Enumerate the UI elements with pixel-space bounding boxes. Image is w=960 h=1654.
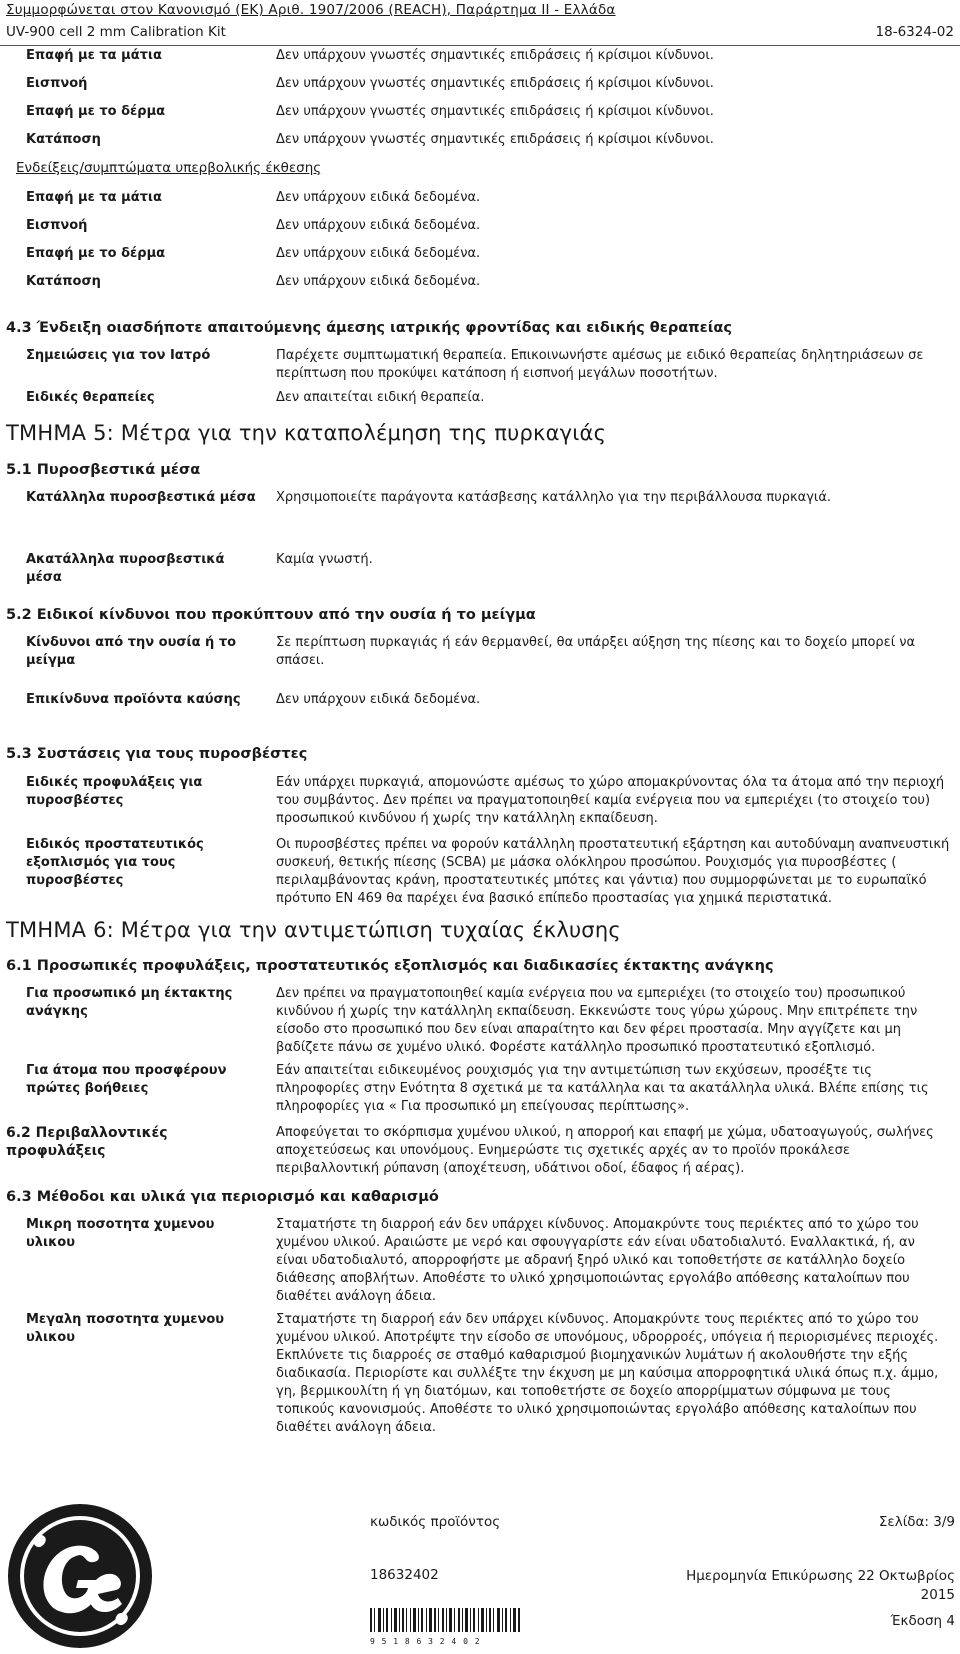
precautions-value: Εάν υπάρχει πυρκαγιά, απομονώστε αμέσως το χώρο απομακρύνοντας όλα τα άτομα από την περιοχή του συμβάντος. Δεν πρέπει να πραγματοποιηθεί καμία ενέργεια που να εμπεριέχει (το στοιχείο του) προσωπικού κινδύνου ή χωρίς την κατάλληλη εκπαίδευση. [276,775,945,826]
product-code: 18632402 [370,1567,439,1583]
section-5-2-heading: 5.2 Ειδικοί κίνδυνοι που προκύπτουν από την ουσία ή το μείγμα [6,607,536,623]
special-treatment-value: Δεν απαιτείται ειδική θεραπεία. [276,390,485,405]
section-6-1-heading: 6.1 Προσωπικές προφυλάξεις, προστατευτικός εξοπλισμός και διαδικασίες έκτακτης ανάγκης [6,958,774,974]
page-number: Σελίδα: 3/9 [878,1514,955,1530]
notes-label: Σημειώσεις για τον Ιατρό [26,348,211,363]
section-6-title: ΤΜΗΜΑ 6: Μέτρα για την αντιμετώπιση τυχαίας έκλυσης [6,918,621,942]
suitable-media-value: Χρησιμοποιείτε παράγοντα κατάσβεσης κατάλληλο για την περιβάλλουσα πυρκαγιά. [276,490,832,505]
product-name: UV-900 cell 2 mm Calibration Kit [6,24,226,40]
large-spill-label: Μεγαλη ποσοτητα χυμενου υλικου [26,1312,225,1345]
section-4-3-heading: 4.3 Ένδειξη οιασδήποτε απαιτούμενης άμεσης ιατρικής φροντίδας και ειδικής θεραπείας [6,320,732,336]
overexposure-label: Επαφή με τα μάτια [26,190,162,205]
effect-value: Δεν υπάρχουν γνωστές σημαντικές επιδράσεις ή κρίσιμοι κίνδυνοι. [276,48,714,63]
version: Έκδοση 4 [890,1613,955,1629]
barcode-number: 9 5 1 8 6 3 2 4 0 2 [370,1637,481,1646]
barcode [370,1608,520,1644]
overexposure-value: Δεν υπάρχουν ειδικά δεδομένα. [276,246,481,261]
notes-value: Παρέχετε συμπτωματική θεραπεία. Επικοινωνήστε αμέσως με ειδικό θεραπείας δηλητηριάσεων σε περίπτωση που προκύψει κατάποση ή εισπνοή μεγάλων ποσοτήτων. [276,348,924,381]
unsuitable-media-label: Ακατάλληλα πυροσβεστικά μέσα [26,552,225,585]
effect-value: Δεν υπάρχουν γνωστές σημαντικές επιδράσεις ή κρίσιμοι κίνδυνοι. [276,132,714,147]
section-5-title: ΤΜΗΜΑ 5: Μέτρα για την καταπολέμηση της πυρκαγιάς [6,421,607,445]
small-spill-label: Μικρη ποσοτητα χυμενου υλικου [26,1217,215,1250]
header-product-row [6,24,954,40]
combustion-value: Δεν υπάρχουν ειδικά δεδομένα. [276,692,481,707]
overexposure-label: Κατάποση [26,274,101,289]
responders-label: Για άτομα που προσφέρουν πρώτες βοήθειες [26,1063,227,1096]
ge-logo-icon [6,1502,154,1650]
suitable-media-label: Κατάλληλα πυροσβεστικά μέσα [26,490,256,505]
validation-date: Ημερομηνία Επικύρωσης 22 Οκτωβρίος 2015 [686,1568,955,1603]
section-5-3-heading: 5.3 Συστάσεις για τους πυροσβέστες [6,746,308,762]
unsuitable-media-value: Καμία γνωστή. [276,552,373,567]
hazards-value: Σε περίπτωση πυρκαγιάς ή εάν θερμανθεί, θα υπάρξει αύξηση της πίεσης και το δοχείο μπορεί να σπάσει. [276,635,916,668]
overexposure-value: Δεν υπάρχουν ειδικά δεδομένα. [276,218,481,233]
environmental-label: 6.2 Περιβαλλοντικές προφυλάξεις [6,1125,168,1159]
equipment-value: Οι πυροσβέστες πρέπει να φορούν κατάλληλη προστατευτική εξάρτηση και αυτοδύναμη αναπνευστική συσκευή, θετικής πίεσης (SCBA) με μάσκα ολόκληρου προσώπου. Ρουχισμός για πυροσβέστες ( περιλαμβάνοντας κράνη, προστατευτικές μπότες και γάντια) που συμμορφώνεται με το ευρωπαϊκό πρότυπο EN 469 θα παρέχει ένα βασικό επίπεδο προστασίας για χημικά περιστατικά. [276,837,950,906]
effect-label: Εισπνοή [26,76,88,91]
small-spill-value: Σταματήστε τη διαρροή εάν δεν υπάρχει κίνδυνος. Απομακρύντε τους περιέκτες από το χώρο του χυμένου υλικού. Αραιώστε με νερό και σφουγγαρίστε εάν είναι υδατοδιαλυτό. Εναλλακτικά, ή, αν είναι υδατοδιαλυτό, απορροφήστε με αδρανή ξηρό υλικό και τοποθετήστε σε κατάλληλο δοχείο διάθεσης αποβλήτων. Αποθέστε το υλικό χρησιμοποιώντας εργολάβο απόθεσης καταλοίπων που διαθέτει ανάλογη άδεια. [276,1217,919,1304]
section-6-3-heading: 6.3 Μέθοδοι και υλικά για περιορισμό και καθαρισμό [6,1189,439,1205]
overexposure-value: Δεν υπάρχουν ειδικά δεδομένα. [276,274,481,289]
environmental-value: Αποφεύγεται το σκόρπισμα χυμένου υλικού, η απορροή και επαφή με χώμα, υδατοαγωγούς, σωλήνες αποχετεύσεως και υπονόμους. Ενημερώστε τις σχετικές αρχές αν το προϊόν προκάλεσε περιβαλλοντική ρύπανση (αποχέτευση, υδάτινοι οδοί, έδαφος ή αέρας). [276,1125,934,1176]
effect-label: Επαφή με τα μάτια [26,48,162,63]
overexposure-value: Δεν υπάρχουν ειδικά δεδομένα. [276,190,481,205]
document-number: 18-6324-02 [875,24,954,40]
precautions-label: Ειδικές προφυλάξεις για πυροσβέστες [26,775,203,808]
overexposure-label: Επαφή με το δέρμα [26,246,166,261]
overexposure-heading: Ενδείξεις/συμπτώματα υπερβολικής έκθεσης [16,160,322,176]
effect-label: Κατάποση [26,132,101,147]
product-code-label: κωδικός προϊόντος [370,1514,501,1530]
hazards-label: Κίνδυνοι από την ουσία ή το μείγμα [26,635,237,668]
special-treatment-label: Ειδικές θεραπείες [26,390,155,405]
overexposure-label: Εισπνοή [26,218,88,233]
combustion-label: Επικίνδυνα προϊόντα καύσης [26,692,241,707]
nonemergency-value: Δεν πρέπει να πραγματοποιηθεί καμία ενέργεια που να εμπεριέχει (το στοιχείο του) προσωπικού κινδύνου ή χωρίς την κατάλληλη εκπαίδευση. Εκκενώστε τους γύρω χώρους. Μην επιτρέπετε την είσοδο στο προσωπικό που δεν είναι απαραίτητο και δεν φέρει προστασία. Μην αγγίζετε και μη βαδίζετε πάνω σε χυμένο υλικό. Φορέστε κατάλληλο προσωπικό προστατευτικό εξοπλισμό. [276,986,918,1055]
header-divider [0,45,960,46]
responders-value: Εάν απαιτείται ειδικευμένος ρουχισμός για την αντιμετώπιση των εκχύσεων, προσέξτε τις πληροφορίες στην Ενότητα 8 σχετικά με τα κατάλληλα και τα ακατάλληλα υλικά. Βλέπε επίσης τις πληροφορίες για « Για προσωπικό μη επείγουσας περίπτωσης». [276,1063,929,1114]
equipment-label: Ειδικός προστατευτικός εξοπλισμός για τους πυροσβέστες [26,837,204,888]
effect-value: Δεν υπάρχουν γνωστές σημαντικές επιδράσεις ή κρίσιμοι κίνδυνοι. [276,104,714,119]
nonemergency-label: Για προσωπικό μη έκτακτης ανάγκης [26,986,233,1019]
large-spill-value: Σταματήστε τη διαρροή εάν δεν υπάρχει κίνδυνος. Απομακρύντε τους περιέκτες από το χώρο του χυμένου υλικού. Αποτρέψτε την είσοδο σε υπονόμους, υδρορροές, υπόγεια ή περιορισμένες περιοχές. Εκπλύνετε τις διαρροές σε σταθμό καθαρισμού βιομηχανικών λυμάτων ή ακολουθήστε την εξής διαδικασία. Περιορίστε και συλλέξτε την έκχυση με μη καύσιμα απορροφητικά υλικά όπως π.χ. άμμο, γη, βερμικουλίτη ή γη διατόμων, και τοποθετήστε σε δοχείο απορρίμματων σύμφωνα με τους τοπικούς κανονισμούς. Αποθέστε το υλικό χρησιμοποιώντας εργολάβο απόθεσης καταλοίπων που διαθέτει ανάλογη άδεια. [276,1312,939,1435]
effect-label: Επαφή με το δέρμα [26,104,166,119]
section-5-1-heading: 5.1 Πυροσβεστικά μέσα [6,462,201,478]
barcode-icon [370,1608,520,1632]
regulation-title: Συμμορφώνεται στον Κανονισμό (ΕΚ) Αριθ. 1907/2006 (REACH), Παράρτημα II - Ελλάδα [6,2,616,18]
effect-value: Δεν υπάρχουν γνωστές σημαντικές επιδράσεις ή κρίσιμοι κίνδυνοι. [276,76,714,91]
